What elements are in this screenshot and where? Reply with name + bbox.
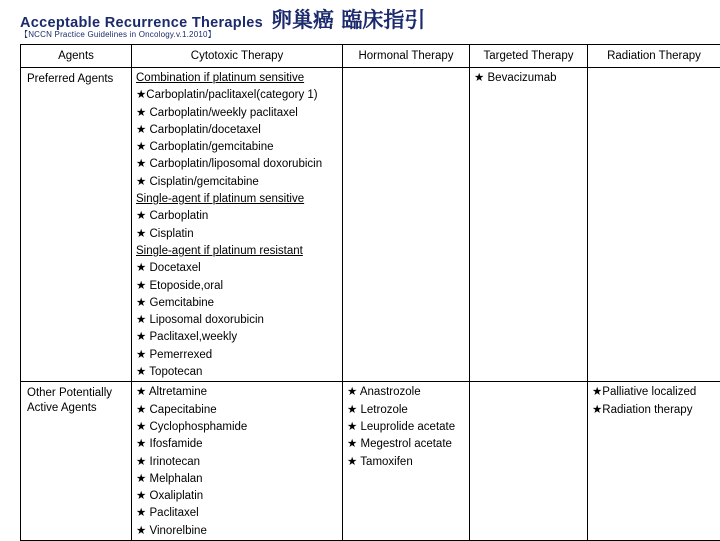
drug-item: ★ Megestrol acetate (347, 436, 465, 453)
section-heading: Combination if platinum sensitive (136, 70, 338, 87)
drug-item: ★ Carboplatin/gemcitabine (136, 139, 338, 156)
section-heading: Single-agent if platinum sensitive (136, 191, 338, 208)
hormonal-list (343, 68, 469, 70)
recurrence-therapy-table (20, 44, 720, 541)
row-label: Preferred Agents (21, 68, 131, 87)
radiation-cell (588, 68, 720, 382)
radiation-list (588, 68, 720, 70)
table-row (21, 68, 720, 382)
drug-item: ★Carboplatin/paclitaxel(category 1) (136, 87, 338, 104)
column-header-radiation: Radiation Therapy (588, 45, 720, 68)
column-header-targeted: Targeted Therapy (470, 45, 588, 68)
drug-item: ★ Carboplatin/liposomal doxorubicin (136, 156, 338, 173)
hormonal-list (343, 382, 469, 470)
title-english: Acceptable Recurrence Theraples (20, 15, 263, 31)
drug-item: ★ Letrozole (347, 402, 465, 419)
column-header-agents: Agents (21, 45, 132, 68)
drug-item: ★ Docetaxel (136, 260, 338, 277)
column-header-cytotoxic: Cytotoxic Therapy (132, 45, 343, 68)
targeted-cell (470, 68, 588, 382)
guideline-source: 【NCCN Practice Guidelines in Oncology.v.1.2010】 (20, 29, 216, 40)
row-label-cell (21, 382, 132, 541)
drug-item: ★ Irinotecan (136, 454, 338, 471)
targeted-cell (470, 382, 588, 541)
hormonal-cell (343, 382, 470, 541)
table-row (21, 382, 720, 541)
title-chinese: 卵巢癌 臨床指引 (271, 8, 425, 32)
column-header-hormonal: Hormonal Therapy (343, 45, 470, 68)
drug-item: ★ Carboplatin/docetaxel (136, 122, 338, 139)
drug-item: ★ Etoposide,oral (136, 278, 338, 295)
drug-item: ★ Cisplatin/gemcitabine (136, 174, 338, 191)
drug-item: ★ Gemcitabine (136, 295, 338, 312)
drug-item: ★ Ifosfamide (136, 436, 338, 453)
section-heading: Single-agent if platinum resistant (136, 243, 338, 260)
cytotoxic-list (132, 382, 342, 540)
drug-item: ★ Anastrozole (347, 384, 465, 401)
hormonal-cell (343, 68, 470, 382)
drug-item: ★ Liposomal doxorubicin (136, 312, 338, 329)
drug-item: ★ Pemerrexed (136, 347, 338, 364)
drug-item: ★ Topotecan (136, 364, 338, 381)
drug-item: ★ Leuprolide acetate (347, 419, 465, 436)
radiation-cell (588, 382, 720, 541)
drug-item: ★ Carboplatin (136, 208, 338, 225)
drug-item: ★ Bevacizumab (474, 70, 583, 87)
cytotoxic-cell (132, 68, 343, 382)
drug-item: ★ Melphalan (136, 471, 338, 488)
drug-item: ★Radiation therapy (592, 402, 716, 419)
drug-item: ★ Cisplatin (136, 226, 338, 243)
drug-item: ★ Cyclophosphamide (136, 419, 338, 436)
drug-item: ★ Oxaliplatin (136, 488, 338, 505)
drug-item: ★ Tamoxifen (347, 454, 465, 471)
drug-item: ★ Vinorelbine (136, 523, 338, 540)
drug-item: ★ Capecitabine (136, 402, 338, 419)
targeted-list (470, 382, 587, 384)
drug-item: ★ Altretamine (136, 384, 338, 401)
page-header (20, 4, 720, 44)
drug-item: ★ Carboplatin/weekly paclitaxel (136, 105, 338, 122)
drug-item: ★Palliative localized (592, 384, 716, 401)
cytotoxic-list (132, 68, 342, 381)
cytotoxic-cell (132, 382, 343, 541)
drug-item: ★ Paclitaxel,weekly (136, 329, 338, 346)
drug-item: ★ Paclitaxel (136, 505, 338, 522)
row-label-cell (21, 68, 132, 382)
targeted-list (470, 68, 587, 87)
row-label: Other Potentially Active Agents (21, 382, 131, 416)
radiation-list (588, 382, 720, 419)
table-header-row (21, 45, 720, 68)
